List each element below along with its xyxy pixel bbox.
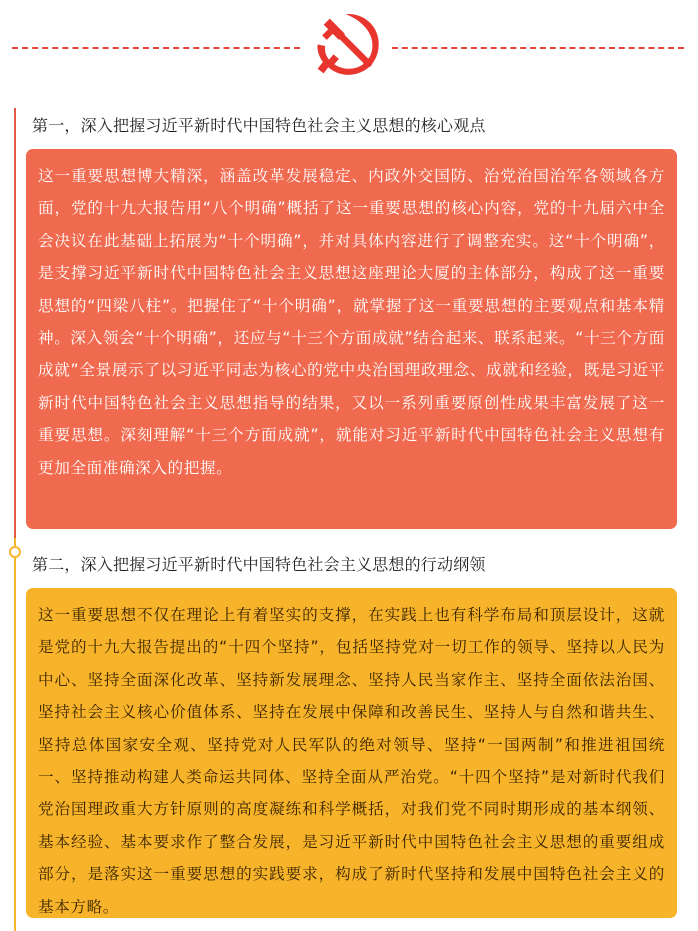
section-2-card (26, 588, 677, 918)
header-divider-right (392, 47, 684, 49)
section-1-body: 这一重要思想博大精深，涵盖改革发展稳定、内政外交国防、治党治国治军各领域各方面，党的十九大报告用“八个明确”概括了这一重要思想的核心内容，党的十九届六中全会决议在此基础上拓展为“十个明确”，并对具体内容进行了调整充实。这“十个明确”，是支撑习近平新时代中国特色社会主义思想这座理论大厦的主体部分，构成了这一重要思想的“四梁八柱”。把握住了“十个明确”，就掌握了这一重要思想的主要观点和基本精神。深入领会“十个明确”，还应与“十三个方面成就”结合起来、联系起来。“十三个方面成就”全景展示了以习近平同志为核心的党中央治国理政理念、成就和经验，既是习近平新时代中国特色社会主义思想指导的结果，又以一系列重要原创性成果丰富发展了这一重要思想。深刻理解“十三个方面成就”，就能对习近平新时代中国特色社会主义思想有更加全面准确深入的把握。 (38, 167, 665, 477)
section-1-card (26, 149, 677, 529)
timeline-node (9, 546, 21, 558)
hammer-sickle-icon (310, 8, 386, 84)
section-2-body: 这一重要思想不仅在理论上有着坚实的支撑，在实践上也有科学布局和顶层设计，这就是党的十九大报告提出的“十四个坚持”，包括坚持党对一切工作的领导、坚持以人民为中心、坚持全面深化改革、坚持新发展理念、坚持人民当家作主、坚持全面依法治国、坚持社会主义核心价值体系、坚持在发展中保障和改善民生、坚持人与自然和谐共生、坚持总体国家安全观、坚持党对人民军队的绝对领导、坚持“一国两制”和推进祖国统一、坚持推动构建人类命运共同体、坚持全面从严治党。“十四个坚持”是对新时代我们党治国理政重大方针原则的高度凝练和科学概括，对我们党不同时期形成的基本纲领、基本经验、基本要求作了整合发展，是习近平新时代中国特色社会主义思想的重要组成部分，是落实这一重要思想的实践要求，构成了新时代坚持和发展中国特色社会主义的基本方略。 (38, 606, 665, 916)
timeline-line-section-1 (14, 108, 16, 538)
header-divider-left (12, 47, 300, 49)
section-1-heading: 第一，深入把握习近平新时代中国特色社会主义思想的核心观点 (32, 116, 486, 135)
section-2-heading: 第二，深入把握习近平新时代中国特色社会主义思想的行动纲领 (32, 555, 486, 574)
